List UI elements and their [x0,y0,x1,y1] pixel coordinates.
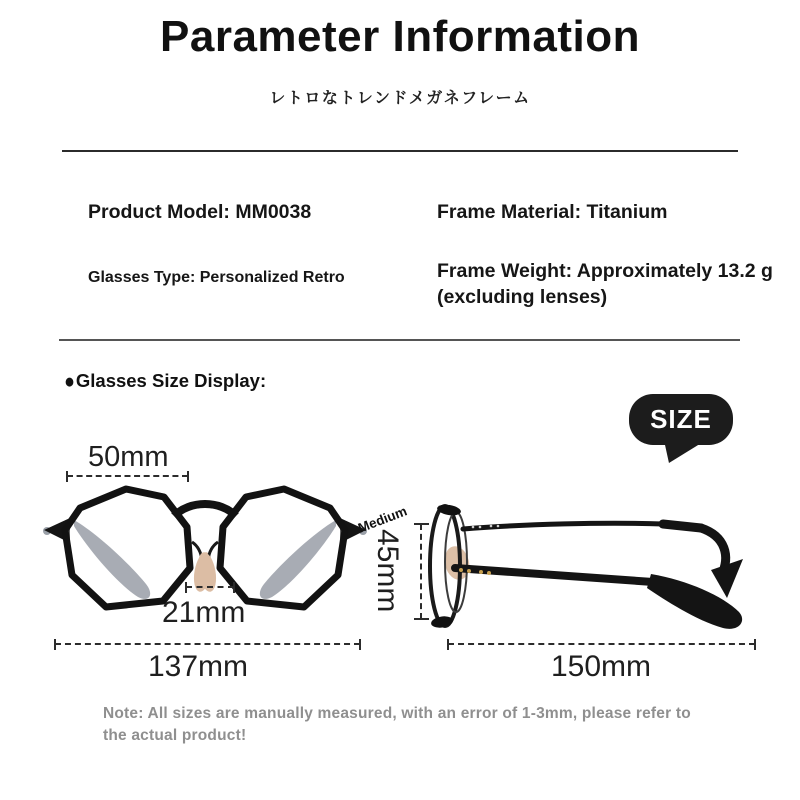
size-display-heading [64,370,266,392]
temple-arm-lower [455,568,653,582]
glasses-side-view-image [425,502,760,637]
size-badge-tail-icon [657,442,703,463]
measure-lens-height: 45mm [371,529,404,613]
rivet [467,569,471,573]
subtitle-japanese: レトロなトレンドメガネフレーム [269,90,531,107]
divider-middle [59,339,740,341]
dim-line-lens-width [67,475,188,477]
temple-arm-upper [463,523,663,529]
measure-bridge-width: 21mm [162,596,246,629]
footnote-text: Note: All sizes are manually measured, with an error of 1-3mm, please refer to the actual product! [103,705,691,744]
rivet [479,570,483,574]
rivet [459,568,463,572]
measure-lens-width: 50mm [88,441,169,473]
size-badge-label: SIZE [650,404,712,434]
dim-line-lens-height [420,524,422,619]
size-badge [629,394,733,445]
measure-temple-length: 150mm [551,650,652,683]
dim-line-bridge-width [186,586,234,588]
spec-frame-weight: Frame Weight: Approximately 13.2 g (excluding lenses) [437,260,773,309]
bullet-icon: ● [64,369,75,393]
page-title: Parameter Information [160,12,640,61]
bridge [174,504,236,516]
divider-top [62,150,738,152]
dim-line-temple-length [448,643,755,645]
spec-product-model: Product Model: MM0038 [88,201,312,223]
spec-glasses-type: Glasses Type: Personalized Retro [88,269,345,286]
measure-frame-width: 137mm [148,650,249,683]
temple-tip-hook [711,559,743,598]
fit-size-label: Medium [356,503,410,536]
spec-frame-material: Frame Material: Titanium [437,201,668,223]
size-display-label: Glasses Size Display: [75,370,267,391]
dim-line-frame-width [55,643,360,645]
rivet [487,571,491,575]
